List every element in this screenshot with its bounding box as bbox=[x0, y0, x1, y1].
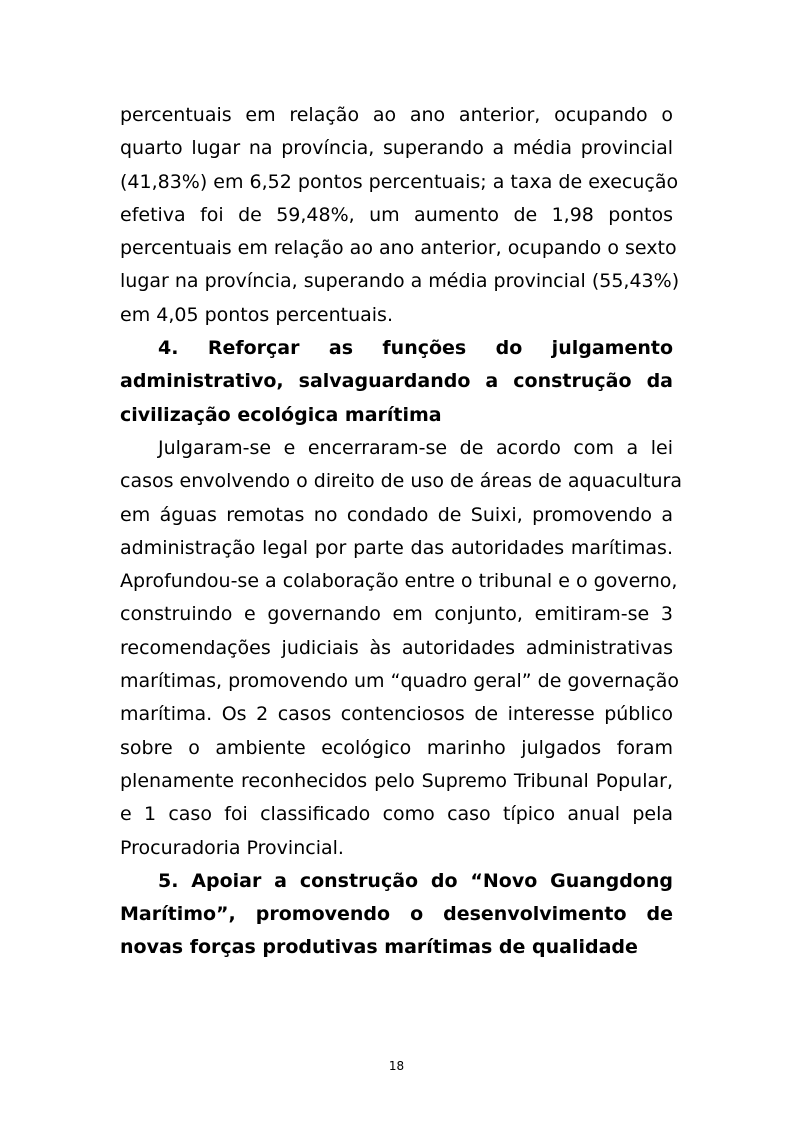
text-line: sobre o ambiente ecológico marinho julgados foram bbox=[120, 736, 673, 759]
text-line: Julgaram-se e encerraram-se de acordo com a lei bbox=[158, 436, 673, 459]
heading-line: administrativo, salvaguardando a construção da bbox=[120, 370, 673, 393]
text-line: percentuais em relação ao ano anterior, ocupando o sexto bbox=[120, 237, 677, 260]
text-line: em águas remotas no condado de Suixi, promovendo a bbox=[120, 503, 673, 526]
text-line: recomendações judiciais às autoridades administrativas bbox=[120, 636, 673, 659]
section-heading-4 bbox=[120, 332, 673, 432]
text-line: marítimas, promovendo um “quadro geral” de governação bbox=[120, 670, 679, 693]
heading-line: civilização ecológica marítima bbox=[120, 403, 442, 426]
paragraph-section-4 bbox=[120, 432, 682, 865]
text-line: plenamente reconhecidos pelo Supremo Tribunal Popular, bbox=[120, 769, 673, 792]
text-line: e 1 caso foi classificado como caso típico anual pela bbox=[120, 803, 673, 826]
text-line: efetiva foi de 59,48%, um aumento de 1,98 pontos bbox=[120, 203, 673, 226]
heading-line: novas forças produtivas marítimas de qualidade bbox=[120, 936, 638, 959]
text-line: casos envolvendo o direito de uso de áreas de aquacultura bbox=[120, 470, 682, 493]
text-line: construindo e governando em conjunto, emitiram-se 3 bbox=[120, 603, 673, 626]
text-line: em 4,05 pontos percentuais. bbox=[120, 303, 393, 326]
text-line: Procuradoria Provincial. bbox=[120, 836, 344, 859]
text-line: lugar na província, superando a média provincial (55,43%) bbox=[120, 270, 680, 293]
text-line: marítima. Os 2 casos contenciosos de interesse público bbox=[120, 703, 673, 726]
page-number: 18 bbox=[388, 1059, 405, 1073]
section-heading-5 bbox=[120, 865, 673, 965]
paragraph-continued bbox=[120, 99, 680, 332]
heading-line: Marítimo”, promovendo o desenvolvimento de bbox=[120, 903, 673, 926]
text-line: percentuais em relação ao ano anterior, ocupando o bbox=[120, 104, 673, 126]
page-body bbox=[120, 99, 682, 965]
text-line: (41,83%) em 6,52 pontos percentuais; a taxa de execução bbox=[120, 170, 679, 193]
text-line: quarto lugar na província, superando a média provincial bbox=[120, 137, 673, 160]
text-line: Aprofundou-se a colaboração entre o tribunal e o governo, bbox=[120, 570, 678, 593]
text-line: administração legal por parte das autoridades marítimas. bbox=[120, 536, 673, 559]
heading-line: 4. Reforçar as funções do julgamento bbox=[158, 337, 673, 360]
heading-line: 5. Apoiar a construção do “Novo Guangdong bbox=[158, 869, 673, 892]
